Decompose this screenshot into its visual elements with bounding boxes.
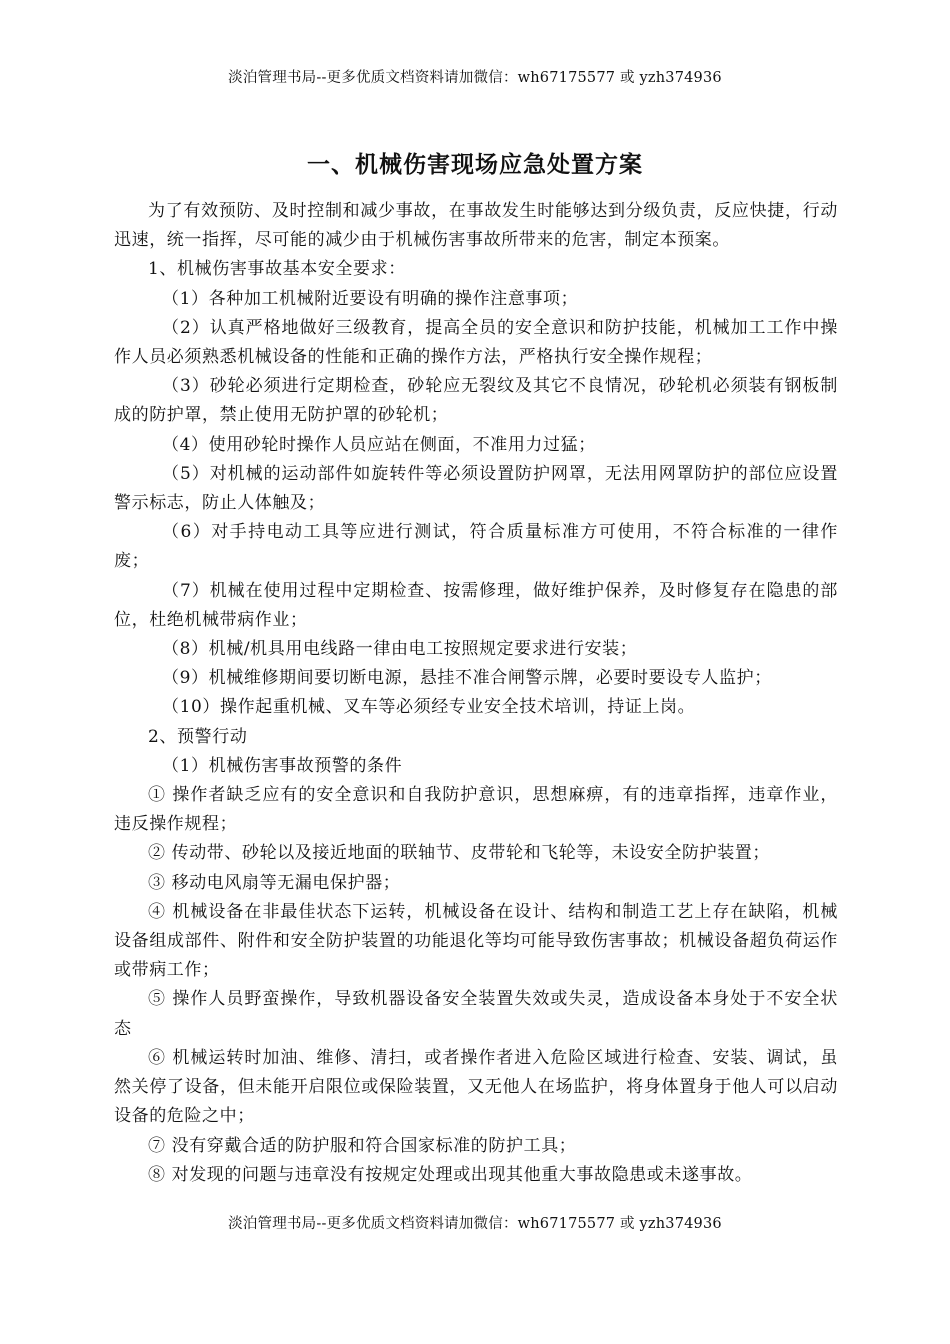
list-item: ⑥ 机械运转时加油、维修、清扫，或者操作者进入危险区域进行检查、安装、调试，虽然关停了设备，但未能开启限位或保险装置，又无他人在场监护，将身体置身于他人可以启动设备的危险之中； [114, 1047, 838, 1127]
list-item: （10）操作起重机械、叉车等必须经专业安全技术培训，持证上岗。 [162, 697, 696, 718]
list-item: ① 操作者缺乏应有的安全意识和自我防护意识，思想麻痹，有的违章指挥，违章作业，违反操作规程； [114, 785, 838, 835]
list-item: （7）机械在使用过程中定期检查、按需修理，做好维护保养，及时修复存在隐患的部位，杜绝机械带病作业； [114, 580, 838, 630]
list-item: ⑧ 对发现的问题与违章没有按规定处理或出现其他重大事故隐患或未遂事故。 [148, 1164, 753, 1185]
list-item: （6）对手持电动工具等应进行测试，符合质量标准方可使用，不符合标准的一律作废； [114, 522, 838, 572]
page-footer: 淡泊管理书局--更多优质文档资料请加微信：wh67175577 或 yzh374936 [228, 1216, 722, 1232]
list-item: ③ 移动电风扇等无漏电保护器； [148, 872, 401, 893]
list-item: （9）机械维修期间要切断电源，悬挂不准合闸警示牌，必要时要设专人监护； [162, 668, 772, 689]
intro-paragraph: 为了有效预防、及时控制和减少事故，在事故发生时能够达到分级负责，反应快捷，行动迅速，统一指挥，尽可能的减少由于机械伤害事故所带来的危害，制定本预案。 [114, 201, 838, 251]
list-item: ⑦ 没有穿戴合适的防护服和符合国家标准的防护工具； [148, 1135, 577, 1156]
list-item: （4）使用砂轮时操作人员应站在侧面，不准用力过猛； [162, 434, 596, 455]
page-header: 淡泊管理书局--更多优质文档资料请加微信：wh67175577 或 yzh374936 [228, 70, 722, 86]
list-item: ④ 机械设备在非最佳状态下运转，机械设备在设计、结构和制造工艺上存在缺陷，机械设备组成部件、附件和安全防护装置的功能退化等均可能导致伤害事故；机械设备超负荷运作或带病工作； [114, 901, 838, 981]
list-item: （2）认真严格地做好三级教育，提高全员的安全意识和防护技能，机械加工工作中操作人员必须熟悉机械设备的性能和正确的操作方法，严格执行安全操作规程； [114, 317, 838, 368]
list-item: ② 传动带、砂轮以及接近地面的联轴节、皮带轮和飞轮等，未设安全防护装置； [148, 843, 771, 864]
section-heading: 1、机械伤害事故基本安全要求： [148, 259, 406, 280]
subsection-heading: （1）机械伤害事故预警的条件 [162, 755, 403, 776]
list-item: ⑤ 操作人员野蛮操作，导致机器设备安全装置失效或失灵，造成设备本身处于不安全状态 [114, 989, 838, 1039]
document-body [114, 197, 838, 1190]
list-item: （8）机械/机具用电线路一律由电工按照规定要求进行安装； [162, 639, 638, 660]
list-item: （3）砂轮必须进行定期检查，砂轮应无裂纹及其它不良情况，砂轮机必须装有钢板制成的防护罩，禁止使用无防护罩的砂轮机； [114, 376, 838, 426]
list-item: （1）各种加工机械附近要设有明确的操作注意事项； [162, 288, 579, 309]
list-item: （5）对机械的运动部件如旋转件等必须设置防护网罩，无法用网罩防护的部位应设置警示标志，防止人体触及； [114, 463, 838, 514]
section-heading: 2、预警行动 [148, 726, 248, 747]
document-title: 一、机械伤害现场应急处置方案 [307, 152, 643, 178]
